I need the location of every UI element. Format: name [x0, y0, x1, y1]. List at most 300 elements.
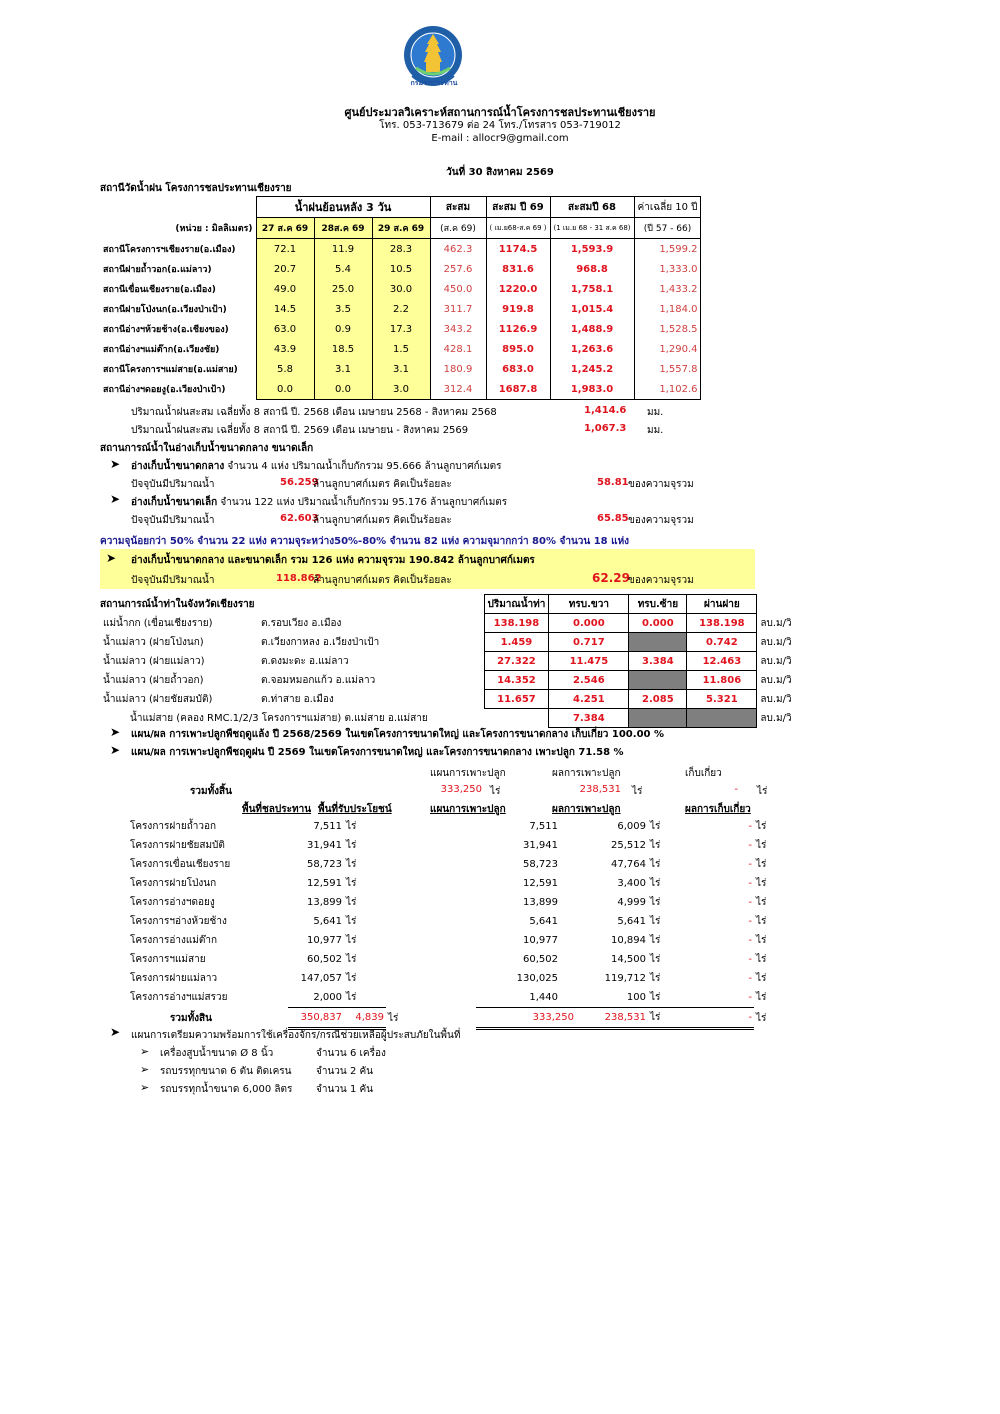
flow-left: 2.085	[629, 690, 687, 709]
flow-table	[100, 594, 797, 728]
flow-right: 2.546	[549, 671, 629, 690]
crop-result: 10,894	[611, 935, 646, 946]
rain-day-2: 11.9	[314, 239, 372, 260]
rain-accum: 311.7	[430, 299, 486, 319]
rain-station-name: สถานีโครงการฯแม่สาย(อ.แม่สาย)	[103, 365, 238, 375]
flow-right: 0.717	[549, 633, 629, 652]
crop-area: 7,511	[313, 821, 342, 832]
equipment-item-count: จำนวน 1 คัน	[316, 1084, 374, 1095]
crop-sum-area: 350,837	[288, 1008, 344, 1029]
rain-avg10: 1,557.8	[634, 359, 701, 379]
crop-spacer	[416, 817, 476, 836]
reservoir-small-unit: ล้านลูกบาศก์เมตร คิดเป็นร้อยละ	[313, 515, 452, 526]
rain-avg-value-1: 1,414.6	[584, 405, 627, 416]
crop-rai: ไร่	[650, 840, 661, 851]
crop-result: 4,999	[617, 897, 646, 908]
rain-day-3: 1.5	[372, 339, 430, 359]
flow-right: 4.251	[549, 690, 629, 709]
crop-result: 14,500	[611, 954, 646, 965]
arrow-bullet-icon: ➤	[110, 725, 121, 739]
crop-rai: ไร่	[650, 973, 661, 984]
rain-header-avg10: ค่าเฉลี่ย 10 ปี	[634, 197, 701, 218]
flow-unit: ลบ.ม/วิ	[760, 655, 792, 667]
crop-rai: ไร่	[650, 878, 661, 889]
flow-row	[100, 652, 797, 671]
arrow-bullet-icon: ➤	[110, 743, 121, 757]
crop-benefit	[386, 874, 416, 893]
reservoir-small-current-label: ปัจจุบันมีปริมาณน้ำ	[131, 515, 215, 526]
rain-avg-value-2: 1,067.3	[584, 423, 627, 434]
rain-station-name: สถานีอ่างฯห้วยช้าง(อ.เชียงของ)	[103, 325, 229, 335]
crop-sum-label: รวมทั้งสิน	[170, 1012, 212, 1024]
arrow-bullet-icon: ➤	[106, 551, 117, 565]
flow-header-qty: ปริมาณน้ำท่า	[484, 595, 549, 614]
flow-over: 5.321	[687, 690, 757, 709]
crop-sum-rai: ไร่	[388, 1012, 399, 1024]
rain-day-1: 20.7	[256, 259, 314, 279]
flow-river: น้ำแม่ลาว (ฝายโป่งนก)	[103, 636, 204, 648]
crop-result: 47,764	[611, 859, 646, 870]
crop-plan: 60,502	[523, 954, 558, 965]
flow-location: ต.ดงมะดะ อ.แม่ลาว	[261, 655, 349, 667]
rain-avg10: 1,528.5	[634, 319, 701, 339]
rain-row	[100, 319, 701, 339]
crop-benefit	[386, 817, 416, 836]
crop-total-harvest: -	[734, 784, 738, 795]
rain-station-name: สถานีฝายถ้ำวอก(อ.แม่ลาว)	[103, 265, 212, 275]
equipment-item-name: เครื่องสูบน้ำขนาด Ø 8 นิ้ว	[160, 1048, 274, 1059]
reservoir-total-unit: ล้านลูกบาศก์เมตร คิดเป็นร้อยละ	[313, 575, 452, 586]
reservoir-medium-unit: ล้านลูกบาศก์เมตร คิดเป็นร้อยละ	[313, 479, 452, 490]
crop-benefit	[386, 931, 416, 950]
crop-plan: 10,977	[523, 935, 558, 946]
flow-row	[100, 690, 797, 709]
equipment-item-count: จำนวน 2 คัน	[316, 1066, 374, 1077]
crop-harvest: -	[748, 821, 752, 832]
rain-row	[100, 259, 701, 279]
crop-row	[128, 969, 774, 988]
reservoir-medium-value: 56.259	[280, 477, 319, 488]
crop-harvest: -	[748, 878, 752, 889]
crop-project-name: โครงการอ่างแม่ต๊าก	[130, 935, 218, 946]
rain-sub-accum69: ( เม.ย68-ส.ค 69 )	[486, 218, 550, 239]
rain-station-name: สถานีเขื่อนเชียงราย(อ.เมือง)	[103, 285, 216, 295]
logo-caption: กรมชลประทาน	[410, 79, 458, 87]
rain-accum: 312.4	[430, 379, 486, 400]
crop-row	[128, 836, 774, 855]
crop-result: 119,712	[604, 973, 646, 984]
crop-area: 12,591	[307, 878, 342, 889]
flow-unit: ลบ.ม/วิ	[760, 617, 792, 629]
crop-area: 58,723	[307, 859, 342, 870]
rain-row	[100, 279, 701, 299]
reservoir-small-line	[131, 495, 507, 510]
rain-day-3: 3.1	[372, 359, 430, 379]
crop-project-name: โครงการอ่างฯดอยงู	[130, 897, 215, 908]
rain-station-name: สถานีฝายโป่งนก(อ.เวียงป่าเป้า)	[103, 305, 227, 315]
flow-left: 3.384	[629, 652, 687, 671]
rain-table	[100, 196, 701, 400]
reservoir-medium-current-label: ปัจจุบันมีปริมาณน้ำ	[131, 479, 215, 490]
flow-header-left: ทรบ.ซ้าย	[629, 595, 687, 614]
rain-station-name: สถานีอ่างฯแม่ต๊าก(อ.เวียงชัย)	[103, 345, 220, 355]
flow-location: ต.จอมหมอกแก้ว อ.แม่ลาว	[261, 674, 376, 686]
rain-day-2: 3.1	[314, 359, 372, 379]
crop-sum-result: 238,531	[576, 1008, 648, 1029]
crop-line-2: แผน/ผล การเพาะปลูกพืชฤดูฝน ปี 2569 ในเขตโครงการขนาดใหญ่ และโครงการขนาดกลาง เพาะปลูก 71.58 %	[131, 747, 624, 758]
flow-row	[100, 671, 797, 690]
rain-accum68: 1,983.0	[550, 379, 634, 400]
crop-total-plan-rai: ไร่	[490, 786, 501, 797]
rain-accum: 428.1	[430, 339, 486, 359]
crop-total-label: รวมทั้งสิ้น	[190, 786, 232, 797]
equipment-item-count: จำนวน 6 เครื่อง	[316, 1048, 386, 1059]
crop-benefit	[386, 893, 416, 912]
rain-avg10: 1,102.6	[634, 379, 701, 400]
crop-rai: ไร่	[346, 954, 357, 965]
flow-unit: ลบ.ม/วิ	[760, 636, 792, 648]
crop-result: 100	[626, 992, 646, 1003]
crop-project-name: โครงการฯอ่างห้วยช้าง	[130, 916, 227, 927]
crop-rai: ไร่	[756, 992, 767, 1004]
rain-accum69: 1687.8	[486, 379, 550, 400]
crop-rai: ไร่	[756, 973, 767, 984]
reservoir-medium-cap: ของความจุรวม	[628, 479, 694, 490]
rain-day-2: 5.4	[314, 259, 372, 279]
rain-accum69: 1126.9	[486, 319, 550, 339]
crop-area: 13,899	[307, 897, 342, 908]
rain-accum: 450.0	[430, 279, 486, 299]
crop-benefit	[386, 836, 416, 855]
crop-spacer	[416, 855, 476, 874]
flow-right: 11.475	[549, 652, 629, 671]
flow-section-title: สถานการณ์น้ำท่าในจังหวัดเชียงราย	[100, 599, 255, 610]
flow-unit: ลบ.ม/วิ	[760, 674, 792, 686]
rain-accum69: 1174.5	[486, 239, 550, 260]
flow-over: 0.742	[687, 633, 757, 652]
rain-day-3: 10.5	[372, 259, 430, 279]
crop-rai: ไร่	[756, 954, 767, 965]
arrow-bullet-icon: ➤	[110, 1025, 121, 1039]
reservoir-total-cap: ของความจุรวม	[628, 575, 694, 586]
crop-spacer	[254, 855, 288, 874]
reservoir-total-pct: 62.29	[592, 571, 630, 585]
crop-sum-rai: ไร่	[756, 1012, 767, 1024]
flow-river: น้ำแม่ลาว (ฝายแม่ลาว)	[103, 655, 205, 667]
crop-spacer	[416, 874, 476, 893]
rain-day-1: 49.0	[256, 279, 314, 299]
rain-row	[100, 339, 701, 359]
crop-rai: ไร่	[756, 840, 767, 851]
flow-qty: 14.352	[484, 671, 549, 690]
crop-project-name: โครงการเขื่อนเชียงราย	[130, 859, 231, 870]
rain-accum69: 919.8	[486, 299, 550, 319]
rain-header-accum69: สะสม ปี 69	[486, 197, 550, 218]
rain-accum: 257.6	[430, 259, 486, 279]
crop-rai: ไร่	[650, 916, 661, 927]
crop-harvest: -	[748, 916, 752, 927]
flow-qty: 138.198	[484, 614, 549, 633]
reservoir-total-current-label: ปัจจุบันมีปริมาณน้ำ	[131, 575, 215, 586]
rain-avg-line-2: ปริมาณน้ำฝนสะสม เฉลี่ยทั้ง 8 สถานี ปี. 2569 เดือน เมษายน - สิงหาคม 2569	[131, 425, 469, 436]
flow-right: 0.000	[549, 614, 629, 633]
rain-accum68: 1,488.9	[550, 319, 634, 339]
crop-spacer	[416, 969, 476, 988]
crop-spacer	[254, 969, 288, 988]
rain-accum69: 895.0	[486, 339, 550, 359]
flow-over: 11.806	[687, 671, 757, 690]
reservoir-small-value: 62.603	[280, 513, 319, 524]
crop-rai: ไร่	[650, 935, 661, 946]
rain-sub-accum: (ส.ค 69)	[430, 218, 486, 239]
crop-rai: ไร่	[346, 859, 357, 870]
crop-spacer	[416, 988, 476, 1008]
org-email: E-mail : allocr9@gmail.com	[431, 133, 569, 144]
crop-rai: ไร่	[346, 916, 357, 927]
crop-row	[128, 817, 774, 836]
flow-location: ต.เวียงกาหลง อ.เวียงป่าเป้า	[261, 636, 380, 648]
rain-accum68: 1,593.9	[550, 239, 634, 260]
arrow-bullet-icon: ➤	[110, 492, 121, 506]
rain-day-3: 28.3	[372, 239, 430, 260]
rain-day-1: 63.0	[256, 319, 314, 339]
crop-harvest: -	[748, 954, 752, 965]
crop-harvest: -	[748, 973, 752, 984]
flow-row	[100, 633, 797, 652]
flow-last-qty: 7.384	[549, 709, 629, 728]
rain-avg-line-1: ปริมาณน้ำฝนสะสม เฉลี่ยทั้ง 8 สถานี ปี. 2568 เดือน เมษายน 2568 - สิงหาคม 2568	[131, 407, 497, 418]
reservoir-medium-desc: จำนวน 4 แห่ง ปริมาณน้ำเก็บกักรวม 95.666 ล้านลูกบาศก์เมตร	[224, 461, 502, 472]
crop-spacer	[254, 874, 288, 893]
crop-result: 25,512	[611, 840, 646, 851]
crop-spacer	[254, 950, 288, 969]
crop-area: 31,941	[307, 840, 342, 851]
rain-header-accum68: สะสมปี 68	[550, 197, 634, 218]
rain-avg10: 1,333.0	[634, 259, 701, 279]
crop-subheader-plan: แผนการเพาะปลูก	[430, 804, 506, 815]
rain-station-name: สถานีอ่างฯดอยงู(อ.เวียงป่าเป้า)	[103, 385, 226, 396]
crop-plan: 58,723	[523, 859, 558, 870]
rain-day-2: 0.9	[314, 319, 372, 339]
crop-subheader-benefit: พื้นที่รับประโยชน์	[318, 804, 392, 815]
flow-row	[100, 614, 797, 633]
crop-row	[128, 988, 774, 1008]
flow-header-over: ผ่านฝาย	[687, 595, 757, 614]
reservoir-total-value: 118.862	[276, 573, 322, 584]
crop-harvest: -	[748, 840, 752, 851]
rain-day-2: 3.5	[314, 299, 372, 319]
rain-day-1: 0.0	[256, 379, 314, 400]
rain-avg-unit-2: มม.	[647, 425, 664, 436]
rain-day-3: 2.2	[372, 299, 430, 319]
flow-river: น้ำแม่ลาว (ฝายชัยสมบัติ)	[103, 693, 213, 705]
crop-rai: ไร่	[346, 992, 357, 1003]
crop-benefit	[386, 988, 416, 1008]
crop-header-harvest: เก็บเกี่ยว	[685, 768, 722, 779]
rain-station-name: สถานีโครงการฯเชียงราย(อ.เมือง)	[103, 244, 236, 255]
crop-spacer	[416, 893, 476, 912]
rain-accum: 343.2	[430, 319, 486, 339]
rain-avg10: 1,433.2	[634, 279, 701, 299]
rain-avg10: 1,184.0	[634, 299, 701, 319]
crop-total-result-rai: ไร่	[632, 786, 643, 797]
rain-section-title: สถานีวัดน้ำฝน โครงการชลประทานเชียงราย	[100, 183, 292, 194]
equipment-item-name: รถบรรทุกน้ำขนาด 6,000 ลิตร	[160, 1084, 293, 1095]
report-date: วันที่ 30 สิงหาคม 2569	[446, 167, 554, 178]
crop-project-name: โครงการฯแม่สาย	[130, 954, 206, 965]
crop-rai: ไร่	[650, 859, 661, 870]
crop-harvest: -	[748, 935, 752, 946]
crop-plan: 5,641	[529, 916, 558, 927]
reservoir-small-desc: จำนวน 122 แห่ง ปริมาณน้ำเก็บกักรวม 95.176 ล้านลูกบาศก์เมตร	[217, 497, 508, 508]
rain-accum69: 831.6	[486, 259, 550, 279]
crop-plan: 130,025	[516, 973, 558, 984]
crop-spacer	[254, 931, 288, 950]
crop-area: 60,502	[307, 954, 342, 965]
crop-spacer	[416, 836, 476, 855]
crop-sum-harvest: -	[708, 1008, 754, 1029]
flow-qty: 1.459	[484, 633, 549, 652]
crop-table	[128, 817, 774, 1030]
rain-row	[100, 379, 701, 400]
rain-sub-avg10: (ปี 57 - 66)	[634, 218, 701, 239]
crop-area: 10,977	[307, 935, 342, 946]
crop-row	[128, 893, 774, 912]
crop-rai: ไร่	[756, 821, 767, 832]
flow-over: 138.198	[687, 614, 757, 633]
flow-last-river: น้ำแม่สาย (คลอง RMC.1/2/3 โครงการฯแม่สาย) ต.แม่สาย อ.แม่สาย	[130, 712, 428, 724]
rain-day-2: 18.5	[314, 339, 372, 359]
crop-rai: ไร่	[650, 897, 661, 908]
crop-project-name: โครงการฝายชัยสมบัติ	[130, 840, 225, 851]
rain-day-3: 3.0	[372, 379, 430, 400]
rain-sub-accum68: (1 เม.ย 68 - 31 ส.ค 68)	[550, 218, 634, 239]
crop-plan: 31,941	[523, 840, 558, 851]
flow-qty: 27.322	[484, 652, 549, 671]
crop-spacer	[254, 893, 288, 912]
crop-plan: 13,899	[523, 897, 558, 908]
crop-subheader-result: ผลการเพาะปลูก	[552, 804, 621, 815]
org-title: ศูนย์ประมวลวิเคราะห์สถานการณ์น้ำโครงการชลประทานเชียงราย	[344, 106, 656, 119]
reservoir-total-head: อ่างเก็บน้ำขนาดกลาง และขนาดเล็ก รวม 126 แห่ง ความจุรวม 190.842 ล้านลูกบาศก์เมตร	[131, 555, 535, 566]
flow-left: 0.000	[629, 614, 687, 633]
crop-rai: ไร่	[346, 897, 357, 908]
rain-accum68: 1,015.4	[550, 299, 634, 319]
crop-rai: ไร่	[756, 916, 767, 927]
arrow-bullet-icon: ➢	[140, 1045, 150, 1058]
reservoir-capacity-note: ความจุน้อยกว่า 50% จำนวน 22 แห่ง ความจุระหว่าง50%-80% จำนวน 82 แห่ง ความจุมากกว่า 80% จำนวน 18 แห่ง	[100, 536, 630, 547]
rain-day-3: 30.0	[372, 279, 430, 299]
crop-rai: ไร่	[756, 859, 767, 870]
flow-river: แม่น้ำกก (เขื่อนเชียงราย)	[103, 617, 213, 629]
rain-accum68: 968.8	[550, 259, 634, 279]
reservoir-medium-line	[131, 459, 502, 474]
arrow-bullet-icon: ➤	[110, 457, 121, 471]
arrow-bullet-icon: ➢	[140, 1063, 150, 1076]
rain-day-3: 17.3	[372, 319, 430, 339]
flow-river: น้ำแม่ลาว (ฝายถ้ำวอก)	[103, 674, 204, 686]
crop-rai: ไร่	[650, 821, 661, 832]
crop-plan: 1,440	[529, 992, 558, 1003]
rain-row	[100, 359, 701, 379]
rain-header-accum: สะสม	[430, 197, 486, 218]
flow-gray-cell	[629, 671, 687, 690]
crop-rai: ไร่	[650, 992, 661, 1003]
reservoir-small-pct: 65.85	[597, 513, 629, 524]
crop-sum-benefit: 4,839	[344, 1008, 386, 1029]
crop-benefit	[386, 855, 416, 874]
crop-spacer	[254, 988, 288, 1008]
equipment-title: แผนการเตรียมความพร้อมการใช้เครื่องจักร/กรณีช่วยเหลือผู้ประสบภัยในพื้นที่	[131, 1030, 461, 1041]
rain-day-2: 25.0	[314, 279, 372, 299]
flow-location: ต.ท่าสาย อ.เมือง	[261, 693, 334, 705]
rain-date-2: 28ส.ค 69	[314, 218, 372, 239]
rain-accum: 180.9	[430, 359, 486, 379]
crop-rai: ไร่	[346, 935, 357, 946]
flow-gray-cell	[629, 633, 687, 652]
flow-qty: 11.657	[484, 690, 549, 709]
crop-benefit	[386, 969, 416, 988]
flow-over: 12.463	[687, 652, 757, 671]
rain-row	[100, 299, 701, 319]
crop-spacer	[416, 931, 476, 950]
crop-spacer	[416, 912, 476, 931]
crop-total-plan: 333,250	[440, 784, 482, 795]
flow-gray-cell	[629, 709, 687, 728]
crop-rai: ไร่	[346, 840, 357, 851]
crop-sum-rai: ไร่	[648, 1008, 708, 1029]
rid-logo	[402, 24, 464, 92]
crop-benefit	[386, 950, 416, 969]
flow-unit: ลบ.ม/วิ	[760, 693, 792, 705]
crop-line-1: แผน/ผล การเพาะปลูกพืชฤดูแล้ง ปี 2568/2569 ในเขตโครงการขนาดใหญ่ และโครงการขนาดกลาง เก็บเกี่ยว 100.00 %	[131, 729, 664, 740]
equipment-item-name: รถบรรทุกขนาด 6 ตัน ติดเครน	[160, 1066, 292, 1077]
crop-header-plan: แผนการเพาะปลูก	[430, 768, 506, 779]
rain-day-1: 5.8	[256, 359, 314, 379]
rain-unit: (หน่วย : มิลลิเมตร)	[175, 224, 253, 234]
crop-spacer	[416, 950, 476, 969]
crop-total-harvest-rai: ไร่	[757, 786, 768, 797]
rain-day-2: 0.0	[314, 379, 372, 400]
crop-harvest: -	[748, 859, 752, 870]
crop-spacer	[254, 912, 288, 931]
flow-gray-cell	[687, 709, 757, 728]
rain-day-1: 72.1	[256, 239, 314, 260]
crop-subheader-area: พื้นที่ชลประทาน	[242, 804, 312, 815]
crop-sum-plan: 333,250	[476, 1008, 576, 1029]
rain-avg-unit-1: มม.	[647, 407, 664, 418]
rain-accum68: 1,263.6	[550, 339, 634, 359]
crop-area: 2,000	[313, 992, 342, 1003]
crop-row	[128, 855, 774, 874]
crop-project-name: โครงการฝายแม่ลาว	[130, 973, 218, 984]
crop-header-result: ผลการเพาะปลูก	[552, 768, 621, 779]
rain-accum: 462.3	[430, 239, 486, 260]
crop-total-result: 238,531	[579, 784, 621, 795]
crop-plan: 12,591	[523, 878, 558, 889]
rain-accum69: 683.0	[486, 359, 550, 379]
rain-accum69: 1220.0	[486, 279, 550, 299]
rain-date-1: 27 ส.ค 69	[256, 218, 314, 239]
crop-result: 3,400	[617, 878, 646, 889]
crop-subheader-harvest: ผลการเก็บเกี่ยว	[685, 804, 751, 815]
crop-row	[128, 874, 774, 893]
rain-avg10: 1,290.4	[634, 339, 701, 359]
crop-rai: ไร่	[756, 897, 767, 908]
rain-day-1: 14.5	[256, 299, 314, 319]
rain-day-1: 43.9	[256, 339, 314, 359]
crop-rai: ไร่	[756, 878, 767, 889]
